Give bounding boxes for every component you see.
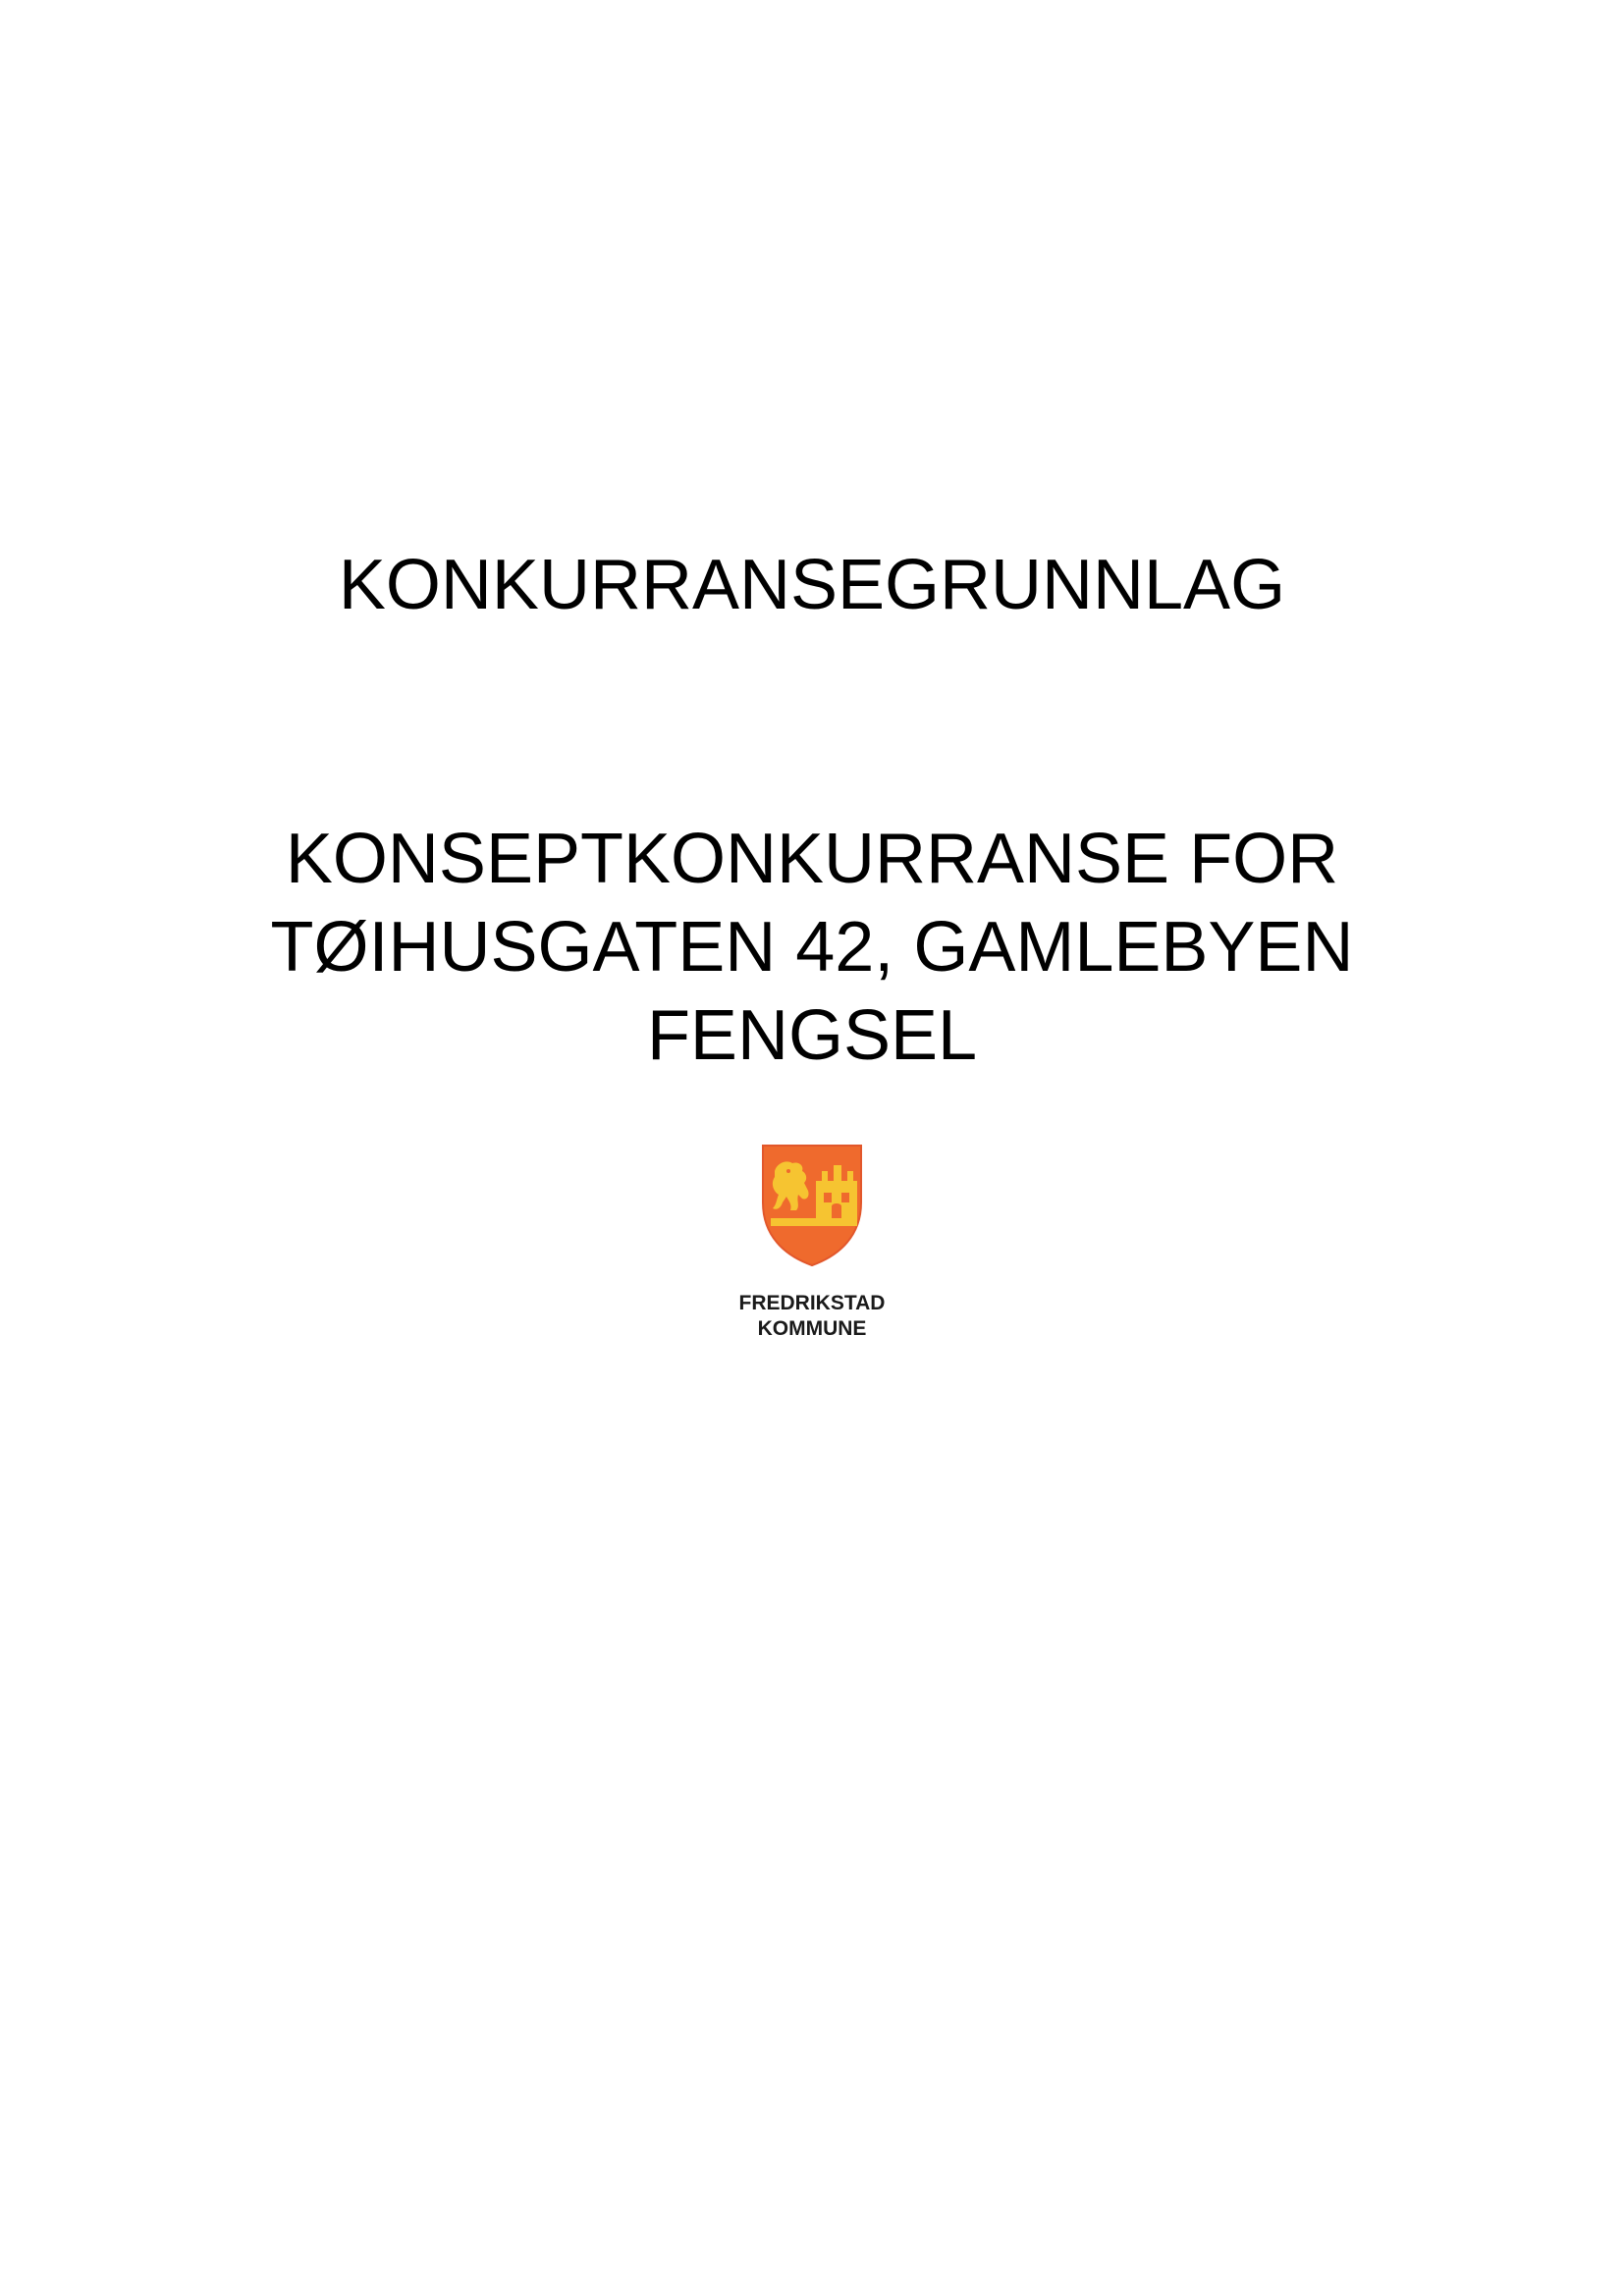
subtitle-line-3: FENGSEL xyxy=(646,996,978,1075)
subtitle-line-2: TØIHUSGATEN 42, GAMLEBYEN xyxy=(270,908,1354,987)
document-subtitle xyxy=(0,815,1624,1080)
logo-text xyxy=(714,1291,910,1342)
document-title: KONKURRANSEGRUNNLAG xyxy=(338,546,1286,624)
logo-text-line-1: FREDRIKSTAD xyxy=(738,1292,886,1314)
logo-text-line-2: KOMMUNE xyxy=(757,1317,867,1340)
municipality-logo xyxy=(714,1142,910,1342)
subtitle-line-1: KONSEPTKONKURRANSE FOR xyxy=(285,820,1339,898)
coat-of-arms-icon xyxy=(759,1142,865,1267)
